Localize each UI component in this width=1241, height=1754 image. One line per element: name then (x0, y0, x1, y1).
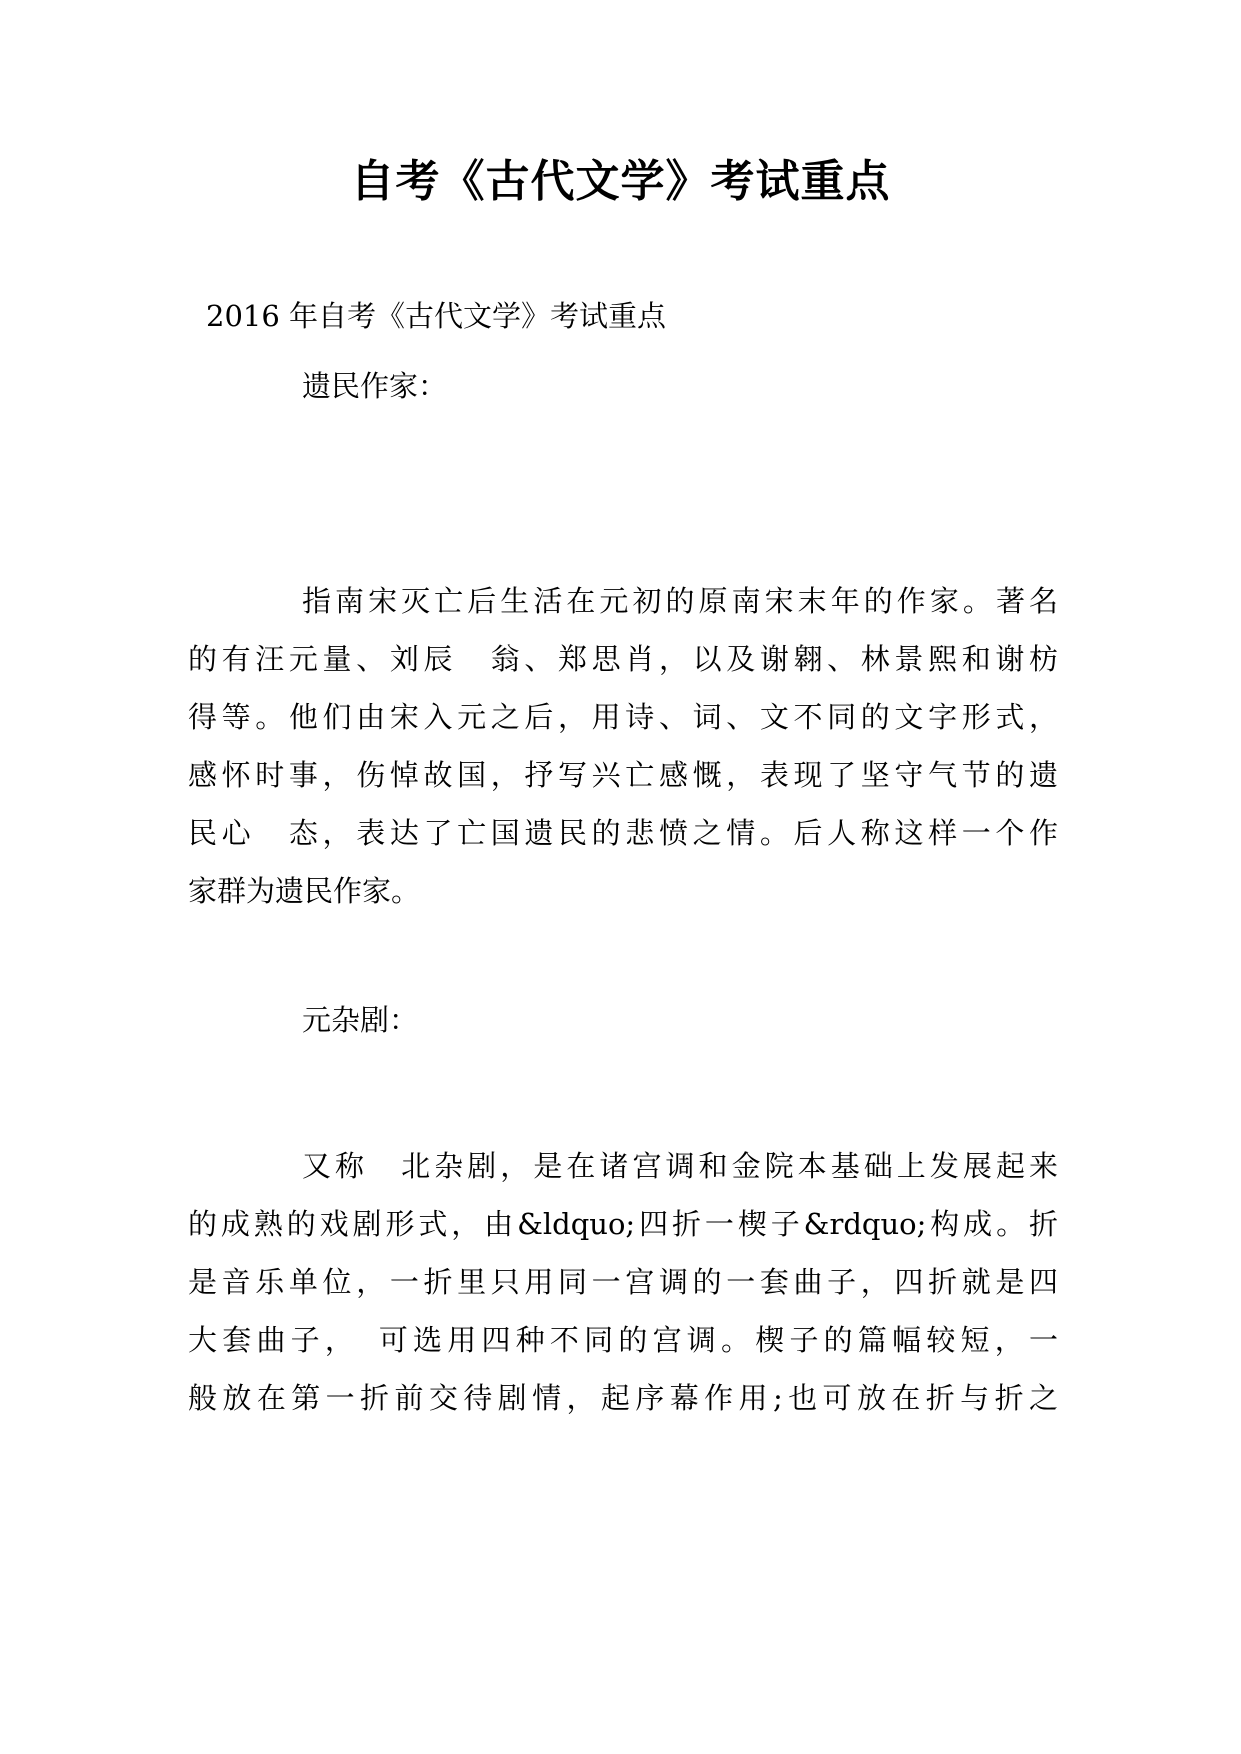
paragraph-line: 得等。他们由宋入元之后，用诗、词、文不同的文字形式， (188, 700, 1058, 734)
document-subtitle: 2016 年自考《古代文学》考试重点 (206, 299, 667, 333)
paragraph-line: 指南宋灭亡后生活在元初的原南宋末年的作家。著名 (302, 584, 1058, 618)
section-paragraph-yimin (188, 572, 1058, 920)
paragraph-line: 感怀时事，伤悼故国，抒写兴亡感慨，表现了坚守气节的遗 (188, 758, 1058, 792)
section-heading-yimin: 遗民作家： (302, 369, 448, 403)
paragraph-line: 家群为遗民作家。 (188, 874, 421, 908)
paragraph-line: 的有汪元量、刘辰 翁、郑思肖，以及谢翱、林景熙和谢枋 (188, 642, 1058, 676)
document-title: 自考《古代文学》考试重点 (350, 156, 891, 207)
section-paragraph-zaju (188, 1137, 1058, 1427)
paragraph-line: 般放在第一折前交待剧情，起序幕作用;也可放在折与折之 (188, 1381, 1058, 1415)
section-heading-zaju: 元杂剧： (302, 1003, 419, 1037)
paragraph-line: 又称 北杂剧，是在诸宫调和金院本基础上发展起来 (302, 1149, 1058, 1183)
paragraph-line: 民心 态，表达了亡国遗民的悲愤之情。后人称这样一个作 (188, 816, 1058, 850)
paragraph-line: 是音乐单位，一折里只用同一宫调的一套曲子，四折就是四 (188, 1265, 1058, 1299)
paragraph-line: 大套曲子， 可选用四种不同的宫调。楔子的篇幅较短，一 (188, 1323, 1058, 1357)
paragraph-line: 的成熟的戏剧形式，由&ldquo;四折一楔子&rdquo;构成。折 (188, 1207, 1058, 1241)
